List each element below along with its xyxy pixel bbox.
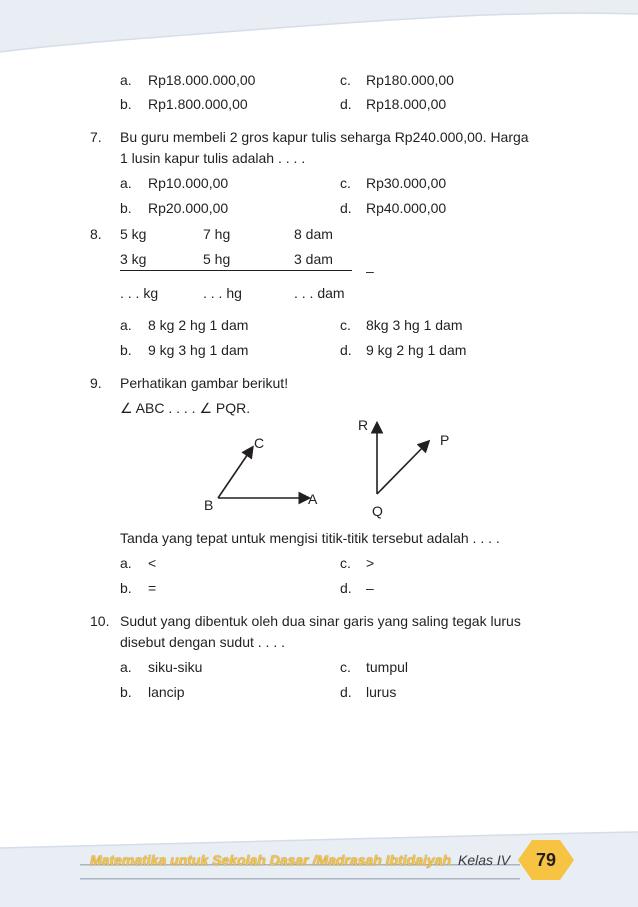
q7-text-line1: Bu guru membeli 2 gros kapur tulis seharga Rp240.000,00. Harga [120, 129, 529, 145]
q10-option-d: lurus [366, 684, 397, 700]
q8-row2-dam: 3 dam [294, 251, 333, 267]
ray-qp [377, 442, 428, 494]
q6-option-c: Rp180.000,00 [366, 72, 454, 88]
point-b-label: B [204, 497, 214, 513]
q10-option-d-letter: d. [340, 684, 352, 700]
q9-option-c: > [366, 555, 375, 571]
q10-text-line1: Sudut yang dibentuk oleh dua sinar garis yang saling tegak lurus [120, 613, 521, 629]
q8-row1-dam: 8 dam [294, 226, 333, 242]
q9-option-b: = [148, 580, 157, 596]
q6-option-c-letter: c. [340, 72, 351, 88]
q9-option-b-letter: b. [120, 580, 132, 596]
q9-option-d: – [366, 580, 374, 596]
q7-number: 7. [90, 129, 102, 145]
q6-option-a: Rp18.000.000,00 [148, 72, 256, 88]
q10-option-c: tumpul [366, 659, 409, 675]
q8-row3-kg: . . . kg [120, 285, 159, 301]
q7-option-d: Rp40.000,00 [366, 200, 447, 216]
q7-option-b: Rp20.000,00 [148, 200, 229, 216]
page-number: 79 [535, 849, 557, 870]
point-p-label: P [440, 432, 450, 448]
header-band [0, 0, 638, 60]
q8-row2-hg: 5 hg [203, 251, 231, 267]
point-a-label: A [308, 491, 318, 507]
q7-option-a-letter: a. [120, 175, 132, 191]
q6-option-d-letter: d. [340, 96, 352, 112]
q9-option-c-letter: c. [340, 555, 351, 571]
angle-figure [190, 410, 470, 520]
q8-number: 8. [90, 226, 102, 242]
q10-option-b: lancip [148, 684, 185, 700]
q8-row3-hg: . . . hg [203, 285, 242, 301]
q10-text-line2: disebut dengan sudut . . . . [120, 634, 286, 650]
q8-option-d-letter: d. [340, 342, 352, 358]
q8-option-a-letter: a. [120, 317, 132, 333]
q7-option-c-letter: c. [340, 175, 351, 191]
q8-option-c: 8kg 3 hg 1 dam [366, 317, 463, 333]
q8-option-d: 9 kg 2 hg 1 dam [366, 342, 467, 358]
q9-number: 9. [90, 375, 102, 391]
ray-bc [218, 448, 252, 498]
q8-row3-dam: . . . dam [294, 285, 345, 301]
q9-text-line2: ∠ ABC . . . . ∠ PQR. [120, 400, 251, 416]
point-c-label: C [254, 435, 265, 451]
q8-row1-hg: 7 hg [203, 226, 231, 242]
q9-question: Tanda yang tepat untuk mengisi titik-titik tersebut adalah . . . . [120, 530, 500, 546]
footer-book-title: Matematika untuk Sekolah Dasar /Madrasah Ibtidaiyah [90, 852, 452, 868]
q10-option-c-letter: c. [340, 659, 351, 675]
q7-text-line2: 1 lusin kapur tulis adalah . . . . [120, 150, 306, 166]
q9-option-a: < [148, 555, 157, 571]
q10-option-a-letter: a. [120, 659, 132, 675]
q10-number: 10. [90, 613, 110, 629]
q8-option-c-letter: c. [340, 317, 351, 333]
q8-subtraction-rule [120, 270, 352, 271]
q10-option-a: siku-siku [148, 659, 203, 675]
q8-row1-kg: 5 kg [120, 226, 147, 242]
q6-option-a-letter: a. [120, 72, 132, 88]
q9-option-a-letter: a. [120, 555, 132, 571]
q8-row2-kg: 3 kg [120, 251, 147, 267]
q6-option-b: Rp1.800.000,00 [148, 96, 248, 112]
q9-option-d-letter: d. [340, 580, 352, 596]
q7-option-d-letter: d. [340, 200, 352, 216]
q7-option-b-letter: b. [120, 200, 132, 216]
q8-option-b: 9 kg 3 hg 1 dam [148, 342, 249, 358]
q10-option-b-letter: b. [120, 684, 132, 700]
footer-class-label: Kelas IV [458, 852, 511, 868]
q8-option-a: 8 kg 2 hg 1 dam [148, 317, 249, 333]
q6-option-b-letter: b. [120, 96, 132, 112]
q8-minus-sign: – [366, 263, 374, 279]
q8-option-b-letter: b. [120, 342, 132, 358]
point-q-label: Q [372, 503, 383, 519]
point-r-label: R [358, 417, 369, 433]
q6-option-d: Rp18.000,00 [366, 96, 447, 112]
q9-text-line1: Perhatikan gambar berikut! [120, 375, 289, 391]
q7-option-c: Rp30.000,00 [366, 175, 447, 191]
q7-option-a: Rp10.000,00 [148, 175, 229, 191]
